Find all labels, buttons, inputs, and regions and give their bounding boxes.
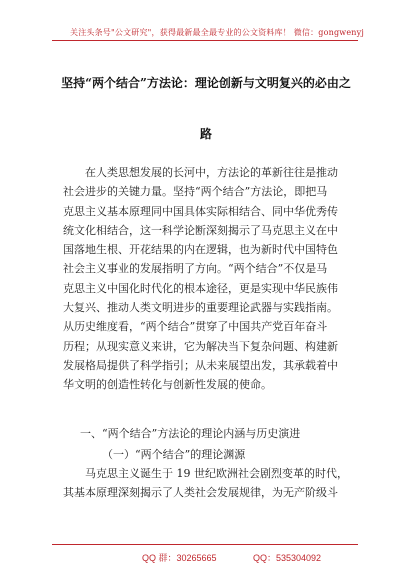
text-line: 发展格局提供了科学指引；从未来展望出发，其承载着中 (63, 358, 338, 372)
text-line: 社会进步的关键力量。坚持“两个结合”方法论，即把马 (63, 185, 328, 199)
footer-qq-group: QQ 群：30265665 (142, 553, 217, 563)
text-line: 统文化相结合，这一科学论断深刻揭示了马克思主义在中 (63, 223, 338, 237)
header-divider (52, 40, 358, 41)
footer-divider (52, 544, 358, 545)
text-line: 大复兴、推动人类文明进步的重要理论武器与实践指南。 (63, 301, 338, 315)
document-title-line-2: 路 (199, 127, 212, 141)
footer-qq-contact: QQ：535304092 (253, 553, 322, 563)
text-line: 克思主义中国化时代化的根本途径，更是实现中华民族伟 (63, 281, 338, 295)
document-title-line-1: 坚持“两个结合”方法论：理论创新与文明复兴的必由之 (61, 76, 351, 90)
paragraph-intro (63, 163, 353, 395)
section-heading: 一、“两个结合”方法论的理论内涵与历史演进 (80, 427, 301, 440)
text-line: 克思主义基本原理同中国具体实际相结合、同中华优秀传 (63, 204, 338, 218)
text-line: 社会主义事业的发展指明了方向。“两个结合”不仅是马 (63, 262, 328, 276)
header-banner: 关注头条号"公文研究"，获得最新最全最专业的公文资料库！ 微信：gongwenyj (70, 28, 365, 37)
text-line: 历程；从现实意义来讲，它为解决当下复杂问题、构建新 (63, 339, 338, 353)
paragraph-marxism-origin (63, 464, 353, 503)
text-line: 华文明的创造性转化与创新性发展的使命。 (63, 378, 272, 392)
subsection-heading: （一）“两个结合”的理论渊源 (102, 448, 246, 461)
text-line: 马克思主义诞生于 19 世纪欧洲社会剧烈变革的时代， (63, 467, 348, 480)
text-line: 其基本原理深刻揭示了人类社会发展规律，为无产阶级斗 (63, 486, 338, 500)
text-line: 从历史维度看，“两个结合”贯穿了中国共产党百年奋斗 (63, 320, 328, 334)
text-line: 国落地生根、开花结果的内在逻辑，也为新时代中国特色 (63, 243, 338, 257)
text-line: 在人类思想发展的长河中，方法论的革新往往是推动 (63, 166, 338, 179)
